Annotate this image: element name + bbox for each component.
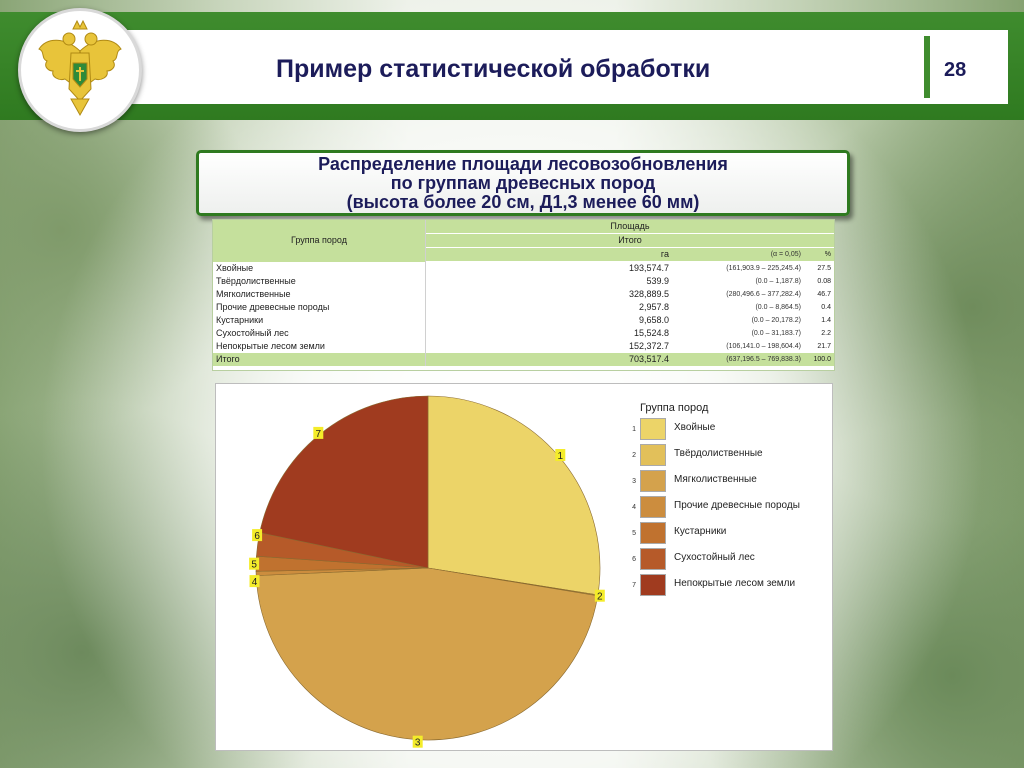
table-cell-pct: 27.5 [817, 265, 831, 272]
pie-slice [428, 396, 600, 595]
pie-slice-label [250, 575, 260, 588]
subtitle-box [196, 150, 850, 216]
table-cell-value: 539.9 [646, 276, 669, 286]
subtitle-line-3: (высота более 20 см, Д1,3 менее 60 мм) [346, 192, 700, 212]
legend-swatch [640, 548, 666, 570]
table-cell-ci: (0.0 – 20,178.2) [751, 317, 801, 324]
table-total-pct: 100.0 [804, 353, 834, 366]
pie-slice-label-text: 1 [557, 451, 564, 462]
pie-slice [256, 568, 598, 740]
table-cell-pct: 0.08 [817, 278, 831, 285]
legend-item-number: 1 [632, 426, 636, 433]
legend-item-number: 5 [632, 530, 636, 537]
table-cell-pct: 2.2 [821, 330, 831, 337]
legend-swatch [640, 444, 666, 466]
table-header-alpha: (α = 0,05) [672, 248, 804, 262]
table-cell-ci: (161,903.9 – 225,245.4) [726, 265, 801, 272]
header-divider [924, 36, 930, 98]
table-row [213, 340, 834, 353]
legend-item-number: 4 [632, 504, 636, 511]
table-cell-name: Кустарники [213, 314, 426, 327]
table-header-group: Группа пород [213, 220, 426, 262]
table-cell-value: 152,372.7 [628, 341, 669, 351]
pie-slice-label [249, 558, 259, 571]
table-cell-value: 328,889.5 [628, 289, 669, 299]
legend-item-label: Сухостойный лес [674, 552, 755, 563]
legend-item-label: Прочие древесные породы [674, 500, 800, 511]
pie-slice-label-text: 3 [414, 737, 421, 749]
table-cell-name: Непокрытые лесом земли [213, 340, 426, 353]
table-cell-ci: (280,496.6 – 377,282.4) [726, 291, 801, 298]
legend-swatch [640, 470, 666, 492]
table-total-name: Итого [213, 353, 426, 366]
table-row [213, 327, 834, 340]
legend-item-label: Кустарники [674, 526, 727, 537]
pie-slice-label [595, 590, 605, 603]
table-total-row [213, 353, 834, 366]
legend-swatch [640, 522, 666, 544]
legend-item [626, 418, 826, 444]
legend-swatch [640, 574, 666, 596]
table-cell-name: Мягколиственные [213, 288, 426, 301]
legend-item [626, 470, 826, 496]
table-header-pct: % [804, 248, 834, 262]
legend-item-number: 2 [632, 452, 636, 459]
table-cell-pct: 21.7 [817, 343, 831, 350]
table-row [213, 314, 834, 327]
table-cell-value: 193,574.7 [628, 263, 669, 273]
page-number: 28 [944, 59, 967, 81]
table-cell-ci: (0.0 – 31,183.7) [751, 330, 801, 337]
legend-item [626, 496, 826, 522]
legend-item-label: Хвойные [674, 422, 716, 433]
pie-slice-label [313, 427, 323, 440]
table-header-ha: га [426, 248, 673, 262]
legend-swatch [640, 496, 666, 518]
legend-item-label: Мягколиственные [674, 474, 757, 485]
pie-slice-label [413, 736, 423, 749]
table-total-ci: (637,196.5 – 769,838.3) [672, 353, 804, 366]
legend-swatch [640, 418, 666, 440]
subtitle-line-1: Распределение площади лесовозобновления [318, 154, 728, 174]
legend-item [626, 548, 826, 574]
table-cell-pct: 46.7 [817, 291, 831, 298]
table-cell-value: 9,658.0 [638, 315, 669, 325]
table-cell-value: 2,957.8 [638, 302, 669, 312]
legend-item-number: 7 [632, 582, 636, 589]
statistics-table [212, 219, 835, 371]
subtitle-line-2: по группам древесных пород [390, 173, 656, 193]
legend-item-label: Непокрытые лесом земли [674, 578, 796, 589]
pie-slice-label [555, 449, 565, 462]
table-row [213, 262, 834, 276]
table-row [213, 275, 834, 288]
legend-item-number: 6 [632, 556, 636, 563]
emblem-logo [18, 8, 142, 132]
pie-chart-panel [215, 383, 833, 751]
pie-slice-label [252, 529, 262, 542]
table-cell-pct: 0.4 [821, 304, 831, 311]
pie-slice-label-text: 5 [251, 559, 257, 571]
pie-slice-label-text: 6 [254, 531, 260, 543]
table-cell-ci: (106,141.0 – 198,604.4) [726, 343, 801, 350]
pie-slice-label-text: 2 [597, 591, 603, 603]
table-cell-name: Прочие древесные породы [213, 301, 426, 314]
legend-item-label: Твёрдолиственные [674, 448, 763, 459]
table-total-value: 703,517.4 [426, 353, 673, 366]
table-cell-ci: (0.0 – 8,864.5) [755, 304, 801, 311]
legend-item [626, 444, 826, 470]
table-header-area: Площадь [426, 220, 835, 234]
legend-item-number: 3 [632, 478, 636, 485]
table-cell-ci: (0.0 – 1,187.8) [755, 278, 801, 285]
table-row [213, 288, 834, 301]
legend-item [626, 522, 826, 548]
table-cell-value: 15,524.8 [633, 328, 669, 338]
table-cell-name: Сухостойный лес [213, 327, 426, 340]
table-cell-name: Твёрдолиственные [213, 275, 426, 288]
legend-item [626, 574, 826, 600]
table-cell-pct: 1.4 [821, 317, 831, 324]
page-title: Пример статистической обработки [276, 55, 711, 83]
pie-slice-label-text: 4 [251, 577, 258, 589]
table-cell-name: Хвойные [213, 262, 426, 276]
double-headed-eagle-icon [21, 11, 139, 129]
table-header-total: Итого [426, 234, 835, 248]
pie-slice-label-text: 7 [315, 428, 322, 440]
legend-title: Группа пород [640, 402, 709, 414]
table-row [213, 301, 834, 314]
